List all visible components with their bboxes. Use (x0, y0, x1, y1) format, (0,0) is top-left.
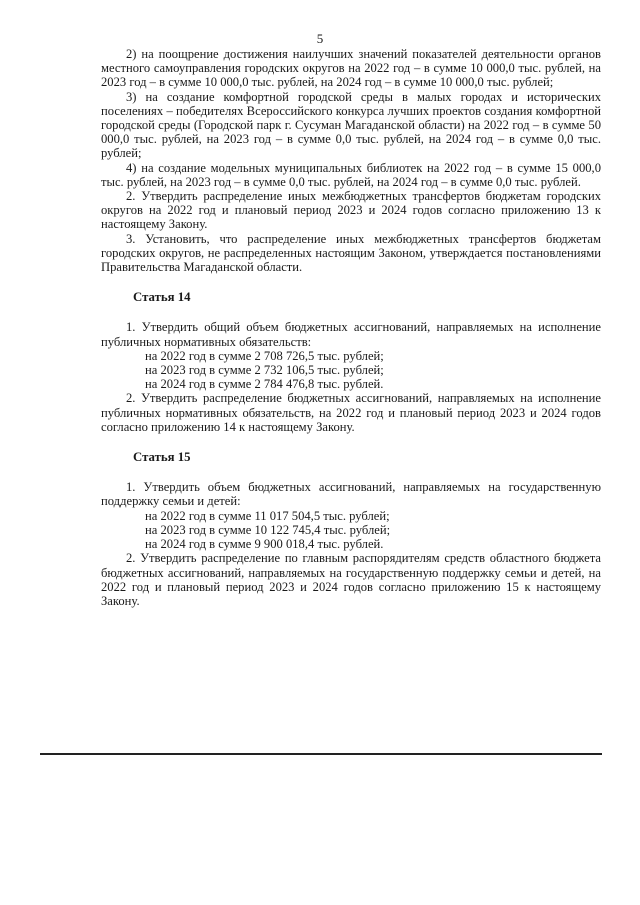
footer-divider (40, 753, 602, 755)
article-15-point-2: 2. Утвердить распределение по главным распорядителям средств областного бюджета бюджетных ассигнований, направляемых на государственную поддержку семьи и детей, на 2022 год и плановый период 2023 и 2024 годов согласно приложению 15 к настоящему Закону. (101, 551, 601, 608)
article-15-point-1: 1. Утвердить объем бюджетных ассигнований, направляемых на государственную поддержку семьи и детей: (101, 480, 601, 509)
article-15-amount-2022: на 2022 год в сумме 11 017 504,5 тыс. рублей; (145, 508, 390, 523)
paragraph-point-2: 2. Утвердить распределение иных межбюджетных трансфертов бюджетам городских округов на 2022 год и плановый период 2023 и 2024 годов согласно приложению 13 к настоящему Закону. (101, 189, 601, 232)
page-number: 5 (316, 31, 324, 46)
paragraph-item-4: 4) на создание модельных муниципальных библиотек на 2022 год – в сумме 15 000,0 тыс. рублей, на 2023 год – в сумме 0,0 тыс. рублей, на 2024 год – в сумме 0,0 тыс. рублей. (101, 160, 601, 189)
article-14-amount-2022: на 2022 год в сумме 2 708 726,5 тыс. рублей; (145, 348, 384, 363)
paragraph-item-3: 3) на создание комфортной городской среды в малых городах и исторических поселениях – победителях Всероссийского конкурса лучших проектов создания комфортной городской среды (Городской парк г. Сусуман Магаданской области) на 2022 год – в сумме 50 000,0 тыс. рублей, на 2023 год – в сумме 0,0 тыс. рублей, на 2024 год – в сумме 0,0 тыс. рублей; (101, 89, 601, 161)
article-14-title: Статья 14 (133, 290, 191, 305)
article-14-point-1: 1. Утвердить общий объем бюджетных ассигнований, направляемых на исполнение публичных нормативных обязательств: (101, 320, 601, 349)
article-14-point-2: 2. Утвердить распределение бюджетных ассигнований, направляемых на исполнение публичных нормативных обязательств, на 2022 год и плановый период 2023 и 2024 годов согласно приложению 14 к настоящему Закону. (101, 391, 601, 434)
article-15-amount-2024: на 2024 год в сумме 9 900 018,4 тыс. рублей. (145, 537, 384, 552)
article-15-amount-2023: на 2023 год в сумме 10 122 745,4 тыс. рублей; (145, 522, 391, 537)
document-body (101, 47, 601, 608)
article-14-amount-2024: на 2024 год в сумме 2 784 476,8 тыс. рублей. (145, 377, 384, 392)
paragraph-item-2: 2) на поощрение достижения наилучших значений показателей деятельности органов местного самоуправления городских округов на 2022 год – в сумме 10 000,0 тыс. рублей, на 2023 год – в сумме 10 000,0 тыс. рублей, на 2024 год – в сумме 10 000,0 тыс. рублей; (101, 47, 601, 90)
article-15-title: Статья 15 (133, 450, 191, 465)
article-14-amount-2023: на 2023 год в сумме 2 732 106,5 тыс. рублей; (145, 363, 384, 378)
paragraph-point-3: 3. Установить, что распределение иных межбюджетных трансфертов бюджетам городских округов, не распределенных настоящим Законом, утверждается постановлениями Правительства Магаданской области. (101, 231, 601, 275)
